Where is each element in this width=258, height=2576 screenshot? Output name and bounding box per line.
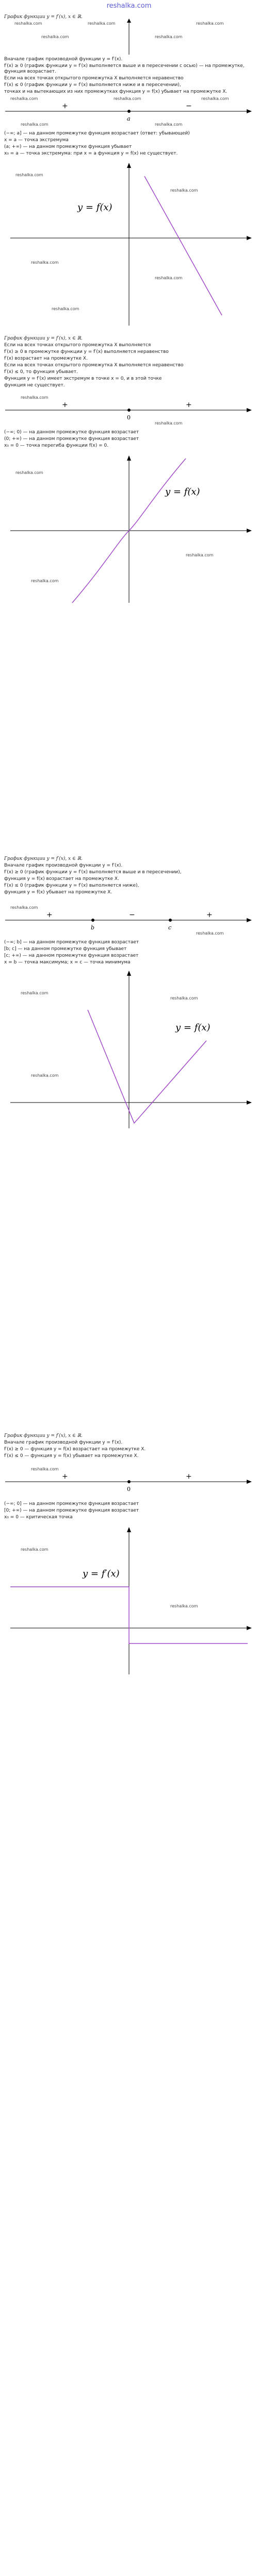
watermark: reshalka.com bbox=[21, 122, 49, 127]
graph-3 bbox=[0, 969, 258, 1133]
section-4 bbox=[4, 1432, 254, 1460]
y-axis-arrow-icon bbox=[127, 455, 131, 461]
watermark: reshalka.com bbox=[31, 1467, 59, 1471]
watermark: reshalka.com bbox=[196, 931, 224, 936]
text-line: Вначале график производной функции y = f′(x). bbox=[4, 863, 123, 868]
sign-label: + bbox=[186, 1472, 192, 1481]
watermark: reshalka.com bbox=[114, 96, 141, 101]
section-1-text bbox=[4, 56, 254, 96]
text-line: Вначале график производной функции y = f′(x). bbox=[4, 1440, 123, 1445]
text-line: функция не существует. bbox=[4, 383, 65, 388]
site-header bbox=[0, 0, 258, 12]
watermark: reshalka.com bbox=[10, 96, 38, 101]
watermark: reshalka.com bbox=[21, 1547, 49, 1552]
list-item: x₀ = a — точка экстремума: при x = a функция y = f(x) не существует. bbox=[4, 151, 178, 156]
text-line: Если на всех точках открытого промежутка X выполняется неравенство bbox=[4, 76, 184, 81]
axis-figure-1 bbox=[0, 19, 258, 56]
point-label: b bbox=[91, 924, 95, 931]
list-item: (a; +∞) — на данном промежутке функция убывает bbox=[4, 144, 132, 149]
watermark: reshalka.com bbox=[41, 35, 69, 39]
list-item: x₀ = 0 — критическая точка bbox=[4, 1515, 73, 1520]
point-marker bbox=[127, 1480, 131, 1483]
watermark: reshalka.com bbox=[15, 173, 43, 177]
list-item: (−∞; b] — на данном промежутке функция возрастает bbox=[4, 940, 139, 945]
text-line: функция y = f(x) возрастает на промежутке X. bbox=[4, 876, 119, 882]
text-line: f′(x) ≥ 0 (график функции y = f′(x) выполняется выше и в пересечении), bbox=[4, 870, 182, 875]
graph-label: y = f(x) bbox=[77, 202, 112, 213]
graph-label: y = f(x) bbox=[175, 1022, 211, 1033]
text-line: функция y = f(x) убывает на промежутке X. bbox=[4, 890, 112, 895]
graph-4 bbox=[0, 1525, 258, 1680]
watermark: reshalka.com bbox=[155, 276, 183, 280]
arrow-right-icon bbox=[247, 109, 252, 113]
watermark: reshalka.com bbox=[52, 307, 79, 311]
list-item: (0; +∞) — на данном промежутке функция возрастает bbox=[4, 436, 139, 442]
graph-1 bbox=[0, 161, 258, 331]
text-line: f′(x) ≤ 0 — функция y = f(x) убывает на промежутке X. bbox=[4, 1453, 139, 1459]
watermark: reshalka.com bbox=[31, 579, 59, 583]
point-label: 0 bbox=[127, 414, 131, 421]
watermark: reshalka.com bbox=[31, 260, 59, 265]
y-axis-arrow-icon bbox=[127, 163, 131, 168]
function-curve bbox=[10, 1587, 248, 1643]
text-line: f′(x) ≥ 0 в промежутке функции y = f′(x) выполняется неравенство bbox=[4, 349, 169, 354]
list-item: [0; +∞) — на данном промежутке функция возрастает bbox=[4, 1508, 139, 1513]
point-label: 0 bbox=[127, 1486, 131, 1493]
arrow-right-icon bbox=[247, 918, 252, 922]
text-line: f′(x) ≥ 0 — функция y = f(x) возрастает на промежутке X. bbox=[4, 1447, 146, 1452]
function-curve bbox=[144, 176, 222, 315]
y-axis-arrow-icon bbox=[127, 971, 131, 976]
number-line-1 bbox=[0, 93, 258, 129]
watermark: reshalka.com bbox=[21, 991, 49, 995]
section-3-list bbox=[4, 939, 254, 967]
point-label: c bbox=[168, 924, 172, 931]
watermark: reshalka.com bbox=[170, 996, 198, 1001]
section-heading: График функции y = f′(x), x ∈ ℝ. bbox=[4, 14, 83, 20]
watermark: reshalka.com bbox=[21, 395, 49, 400]
sign-label: + bbox=[62, 401, 68, 409]
list-item: (−∞; 0] — на данном промежутке функция возрастает bbox=[4, 1501, 139, 1506]
text-line: f′(x) возрастает на промежутке X. bbox=[4, 356, 88, 361]
point-label: a bbox=[127, 115, 131, 122]
x-axis-arrow-icon bbox=[247, 236, 252, 240]
arrow-right-icon bbox=[247, 1480, 252, 1484]
section-heading: График функции y = f′(x), x ∈ ℝ. bbox=[4, 856, 83, 861]
text-line: f′(x) ≤ 0, то функция убывает. bbox=[4, 369, 78, 375]
number-line-2 bbox=[0, 392, 258, 428]
watermark: reshalka.com bbox=[10, 905, 38, 910]
text-line: f′(x) ≤ 0 (график функции y = f′(x) выполняется ниже), bbox=[4, 883, 139, 888]
text-line: f′(x) ≥ 0 (график функции y = f′(x) выполняется выше и в пересечении с осью) — на промежутке, функция возрастает. bbox=[4, 63, 245, 74]
section-4-list bbox=[4, 1500, 254, 1521]
graph-2 bbox=[0, 453, 258, 608]
list-item: (−∞; a] — на данном промежутке функция возрастает (ответ: убывающей) bbox=[4, 131, 190, 136]
y-axis-arrow-icon bbox=[127, 1527, 131, 1532]
text-line: Функция y = f′(x) имеет экстремум в точке x = 0, и в этой точке bbox=[4, 376, 162, 381]
graph-label: y = f′(x) bbox=[83, 1568, 120, 1579]
section-1-list bbox=[4, 130, 254, 158]
sign-label: + bbox=[46, 911, 53, 919]
sign-label: + bbox=[186, 401, 192, 409]
watermark: reshalka.com bbox=[155, 421, 183, 426]
watermark: reshalka.com bbox=[31, 1073, 59, 1078]
watermark: reshalka.com bbox=[88, 21, 116, 26]
number-line-3 bbox=[0, 902, 258, 938]
graph-label: y = f(x) bbox=[165, 486, 200, 497]
watermark: reshalka.com bbox=[155, 122, 183, 127]
y-axis-arrow-icon bbox=[127, 19, 131, 23]
sign-label: + bbox=[206, 911, 213, 919]
watermark: reshalka.com bbox=[14, 21, 42, 26]
point-marker bbox=[127, 110, 131, 113]
watermark: reshalka.com bbox=[170, 188, 198, 193]
list-item: x = a — точка экстремума bbox=[4, 138, 69, 143]
watermark: reshalka.com bbox=[170, 1604, 198, 1608]
x-axis-arrow-icon bbox=[247, 1626, 252, 1630]
sign-label: − bbox=[186, 102, 192, 110]
section-heading: График функции y = f′(x), x ∈ ℝ. bbox=[4, 336, 83, 341]
text-line: f′(x) ≤ 0 (график функции y = f′(x) выполняется ниже и в пересечении), bbox=[4, 82, 181, 88]
list-item: (−∞; 0) — на данном промежутке функция возрастает bbox=[4, 430, 139, 435]
list-item: x = b — точка максимума; x = c — точка минимума bbox=[4, 960, 131, 965]
text-line: Если на всех точках открытого промежутка X выполняется неравенство bbox=[4, 363, 184, 368]
text-line: Вначале график производной функции y = f′(x). bbox=[4, 57, 123, 62]
arrow-right-icon bbox=[247, 408, 252, 412]
watermark: reshalka.com bbox=[155, 35, 183, 39]
watermark: reshalka.com bbox=[196, 21, 224, 26]
point-marker bbox=[169, 919, 172, 922]
site-title-link[interactable]: reshalka.com bbox=[106, 2, 152, 10]
watermark: reshalka.com bbox=[15, 470, 43, 475]
point-marker bbox=[127, 409, 131, 412]
point-marker bbox=[91, 919, 94, 922]
text-line: Если на всех точках открытого промежутка X выполняется bbox=[4, 343, 151, 348]
x-axis-arrow-icon bbox=[247, 529, 252, 533]
section-2-list bbox=[4, 429, 254, 450]
section-heading: График функции y = f′(x), x ∈ ℝ. bbox=[4, 1433, 83, 1438]
section-3 bbox=[4, 855, 254, 896]
number-line-4 bbox=[0, 1463, 258, 1499]
x-axis-arrow-icon bbox=[247, 1100, 252, 1105]
list-item: [b; c] — на данном промежутке функция убывает bbox=[4, 946, 127, 952]
sign-label: − bbox=[129, 911, 135, 919]
section-2 bbox=[4, 335, 254, 389]
watermark: reshalka.com bbox=[201, 96, 229, 101]
text-line: точках и на вытекающих из них промежутках функция y = f(x) убывает на промежутке X. bbox=[4, 89, 228, 94]
watermark: reshalka.com bbox=[186, 553, 214, 557]
sign-label: + bbox=[62, 1472, 68, 1481]
list-item: [c; +∞) — на данном промежутке функция возрастает bbox=[4, 953, 139, 958]
sign-label: + bbox=[62, 102, 68, 110]
list-item: x₀ = 0 — точка перегиба функции f(x) = 0. bbox=[4, 443, 109, 448]
